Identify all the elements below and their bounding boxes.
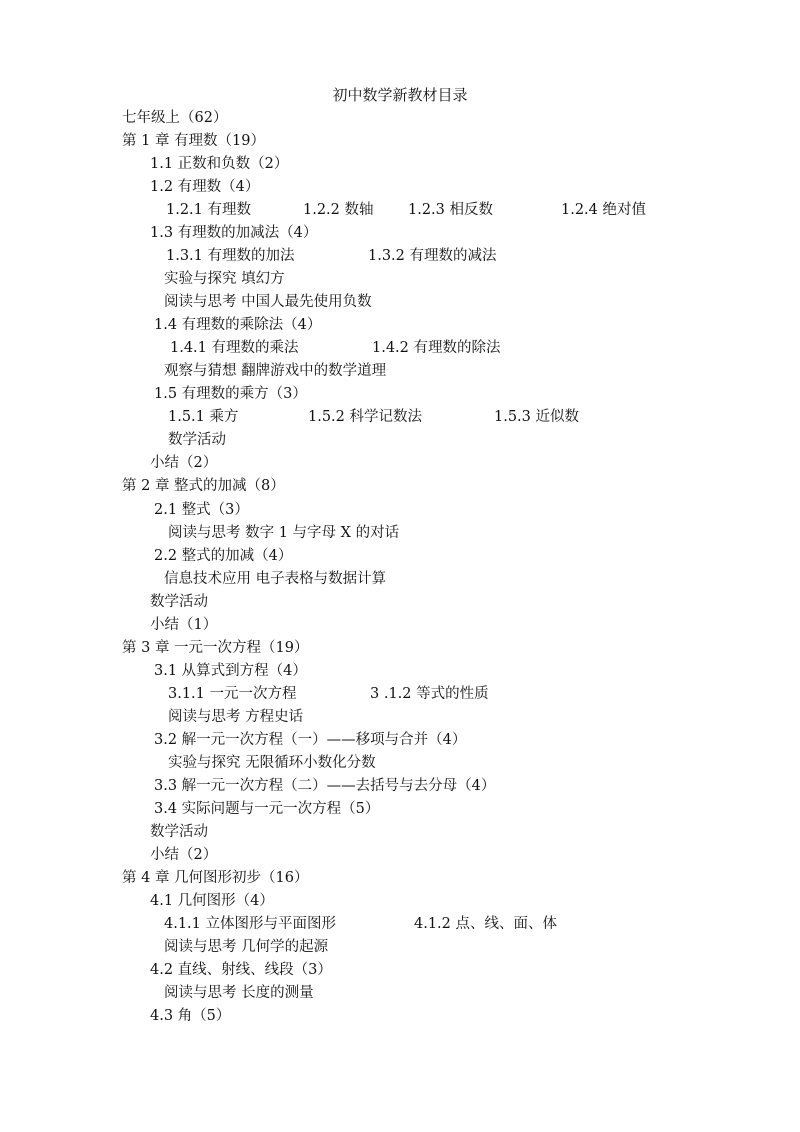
toc-entry: 小结（1） [150,616,218,633]
toc-entry: 数学活动 [150,593,208,610]
toc-subentry: 1.3.2 有理数的减法 [368,248,497,265]
toc-subentry: 1.2.2 数轴 [303,202,374,219]
toc-entry: 1.3 有理数的加减法（4） [150,225,318,242]
toc-entry: 1.4 有理数的乘除法（4） [154,317,322,334]
toc-entry: 七年级上（62） [122,110,228,126]
toc-entry: 实验与探究 填幻方 [164,271,285,288]
toc-subentry: 1.2.3 相反数 [408,202,494,219]
toc-subentry: 1.5.3 近似数 [494,409,580,426]
toc-entry: 1.5 有理数的乘方（3） [154,386,307,403]
toc-subentry: 4.1.2 点、线、面、体 [414,916,558,933]
toc-subentry: 4.1.1 立体图形与平面图形 [164,916,337,933]
toc-entry: 信息技术应用 电子表格与数据计算 [164,570,387,587]
toc-entry: 3.1 从算式到方程（4） [154,662,307,679]
toc-entry: 第 3 章 一元一次方程（19） [122,639,309,656]
toc-subentry: 3.1.1 一元一次方程 [168,685,297,702]
toc-entry: 小结（2） [150,846,218,863]
toc-subentry: 3 .1.2 等式的性质 [370,685,489,702]
toc-entry: 4.3 角（5） [150,1008,231,1025]
toc-entry: 3.2 解一元一次方程（一）——移项与合并（4） [154,731,467,748]
toc-entry: 2.1 整式（3） [154,501,249,518]
toc-entry: 3.4 实际问题与一元一次方程（5） [154,800,380,817]
toc-entry: 阅读与思考 长度的测量 [164,985,314,1002]
toc-entry: 阅读与思考 方程史话 [168,708,304,725]
toc-subentry: 1.5.2 科学记数法 [308,409,423,426]
toc-entry: 第 1 章 有理数（19） [122,133,266,150]
toc-entry: 4.1 几何图形（4） [150,893,274,910]
toc-entry: 3.3 解一元一次方程（二）——去括号与去分母（4） [154,777,496,794]
toc-subentry: 1.4.1 有理数的乘法 [170,340,299,357]
toc-entry: 4.2 直线、射线、线段（3） [150,962,332,979]
toc-entry: 第 2 章 整式的加减（8） [122,478,285,495]
toc-subentry: 1.2.1 有理数 [166,202,252,219]
toc-entry: 小结（2） [150,455,218,472]
page-title: 初中数学新教材目录 [332,86,468,104]
toc-entry: 2.2 整式的加减（4） [154,547,293,564]
toc-subentry: 1.2.4 绝对值 [561,202,647,219]
toc-subentry: 1.3.1 有理数的加法 [166,248,295,265]
toc-entry: 1.2 有理数（4） [150,179,260,196]
toc-entry: 阅读与思考 几何学的起源 [164,939,329,956]
toc-entry: 第 4 章 几何图形初步（16） [122,869,309,886]
toc-entry: 数学活动 [150,823,208,840]
toc-subentry: 1.4.2 有理数的除法 [372,340,501,357]
toc-entry: 1.1 正数和负数（2） [150,156,289,173]
toc-entry: 实验与探究 无限循环小数化分数 [168,754,376,771]
toc-entry: 数学活动 [168,432,226,449]
toc-entry: 观察与猜想 翻牌游戏中的数学道理 [164,363,387,380]
toc-entry: 阅读与思考 数字 1 与字母 X 的对话 [168,524,400,541]
toc-entry: 阅读与思考 中国人最先使用负数 [164,294,372,311]
toc-subentry: 1.5.1 乘方 [168,409,239,426]
